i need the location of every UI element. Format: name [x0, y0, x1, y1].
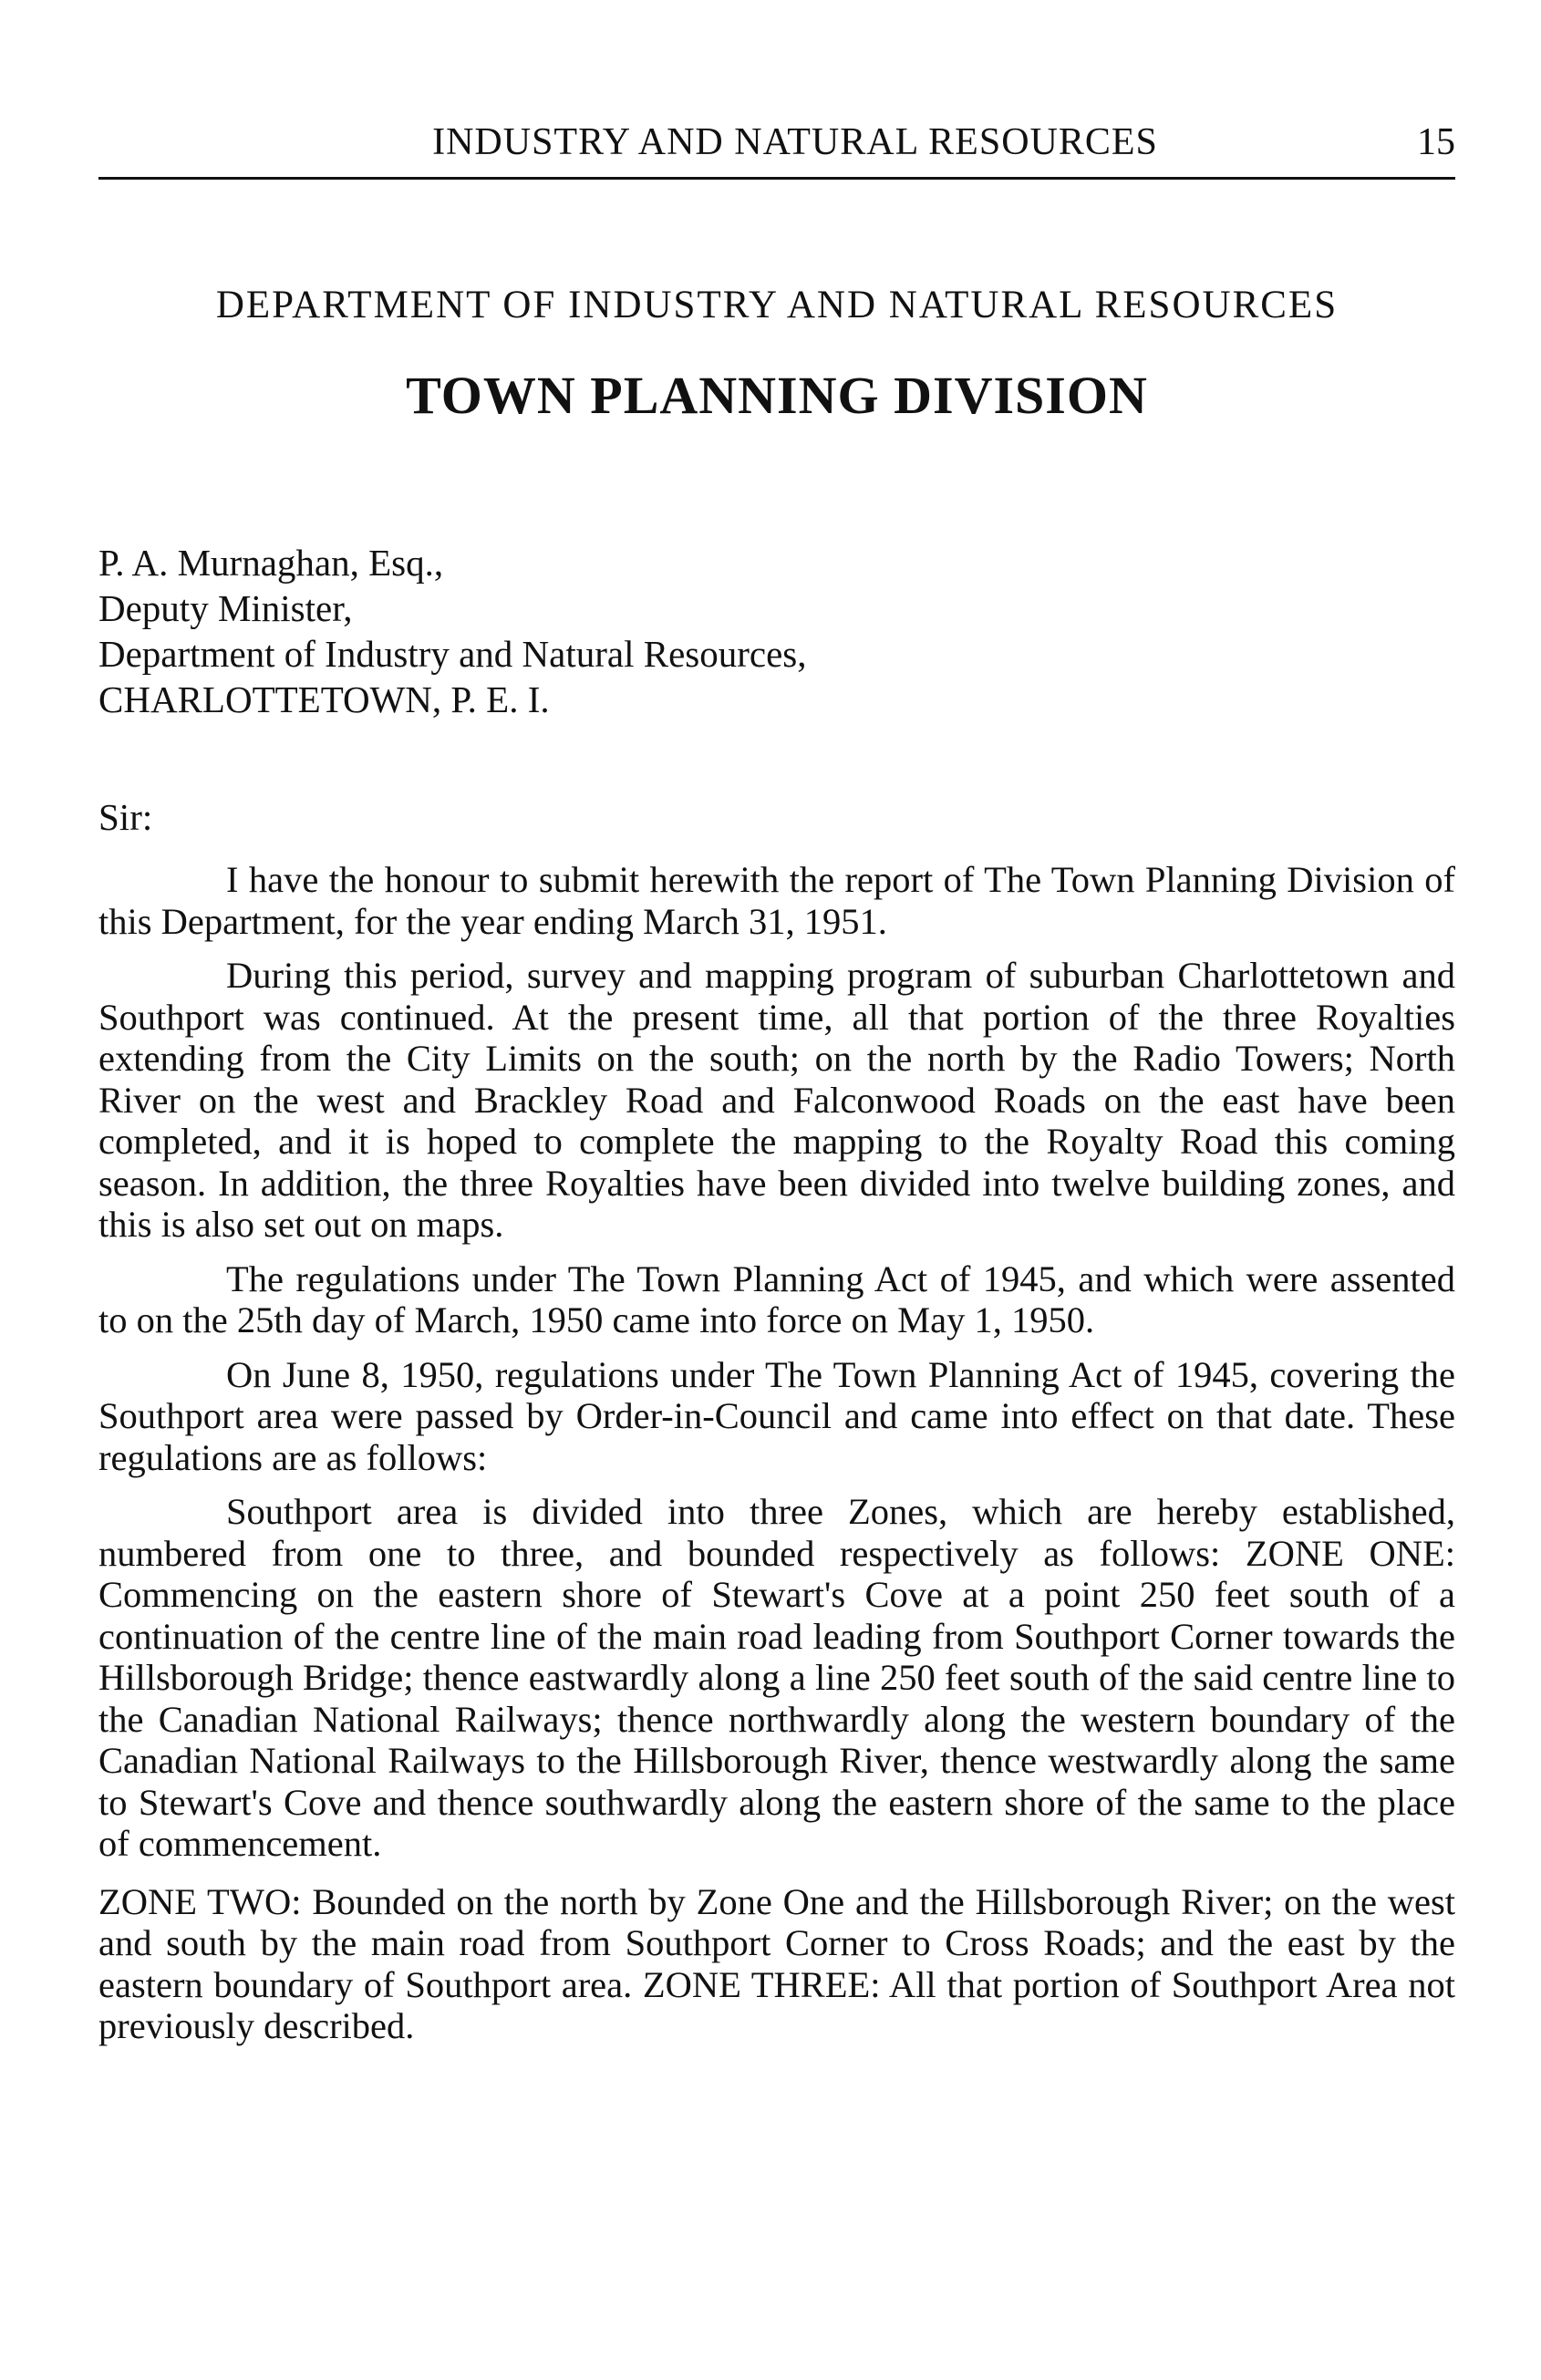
- addressee-department: Department of Industry and Natural Resources,: [98, 633, 807, 675]
- paragraph-southport-regulations: On June 8, 1950, regulations under The Town Planning Act of 1945, covering the Southport area were passed by Order-in-Council and came into effect on that date. These regulations are as follows:: [98, 1353, 1455, 1478]
- page-number: 15: [1417, 121, 1455, 163]
- addressee-city: CHARLOTTETOWN, P. E. I.: [98, 678, 550, 720]
- running-header: [98, 120, 1455, 180]
- letter-body: [98, 857, 1455, 2060]
- department-heading: DEPARTMENT OF INDUSTRY AND NATURAL RESOURCES: [215, 284, 1339, 326]
- paragraph-zone-two-three: ZONE TWO: Bounded on the north by Zone One and the Hillsborough River; on the west and south by the main road from Southport Corner to Cross Roads; and the east by the eastern boundary of Southport area. ZONE THREE: All that portion of Southport Area not previously described.: [98, 1880, 1455, 2046]
- paragraph-report-submission: I have the honour to submit herewith the report of The Town Planning Division of this Department, for the year ending March 31, 1951.: [98, 859, 1455, 942]
- addressee-block: [98, 540, 806, 722]
- addressee-name: P. A. Murnaghan, Esq.,: [98, 542, 444, 584]
- salutation: Sir:: [98, 796, 153, 838]
- running-title: INDUSTRY AND NATURAL RESOURCES: [432, 121, 1158, 163]
- paragraph-survey-mapping: During this period, survey and mapping program of suburban Charlottetown and Southport was continued. At the present time, all that portion of the three Royalties extending from the City Limits on the south; on the north by the Radio Towers; North River on the west and Brackley Road and Falconwood Roads on the east have been completed, and it is hoped to complete the mapping to the Royalty Road this coming season. In addition, the three Royalties have been divided into twelve building zones, and this is also set out on maps.: [98, 955, 1455, 1245]
- paragraph-zone-one: Southport area is divided into three Zones, which are hereby established, numbered from one to three, and bounded respectively as follows: ZONE ONE: Commencing on the eastern shore of Stewart's Cove at a point 250 feet south of a continuation of the centre line of the main road leading from Southport Corner towards the Hillsborough Bridge; thence eastwardly along a line 250 feet south of the said centre line to the Canadian National Railways; thence northwardly along the western boundary of the Canadian National Railways to the Hillsborough River, thence westwardly along the same to Stewart's Cove and thence southwardly along the eastern shore of the same to the place of commencement.: [98, 1491, 1455, 1864]
- paragraph-regulations-1945: The regulations under The Town Planning Act of 1945, and which were assented to on the 25th day of March, 1950 came into force on May 1, 1950.: [98, 1257, 1455, 1340]
- addressee-title: Deputy Minister,: [98, 587, 353, 629]
- division-heading: TOWN PLANNING DIVISION: [406, 366, 1148, 425]
